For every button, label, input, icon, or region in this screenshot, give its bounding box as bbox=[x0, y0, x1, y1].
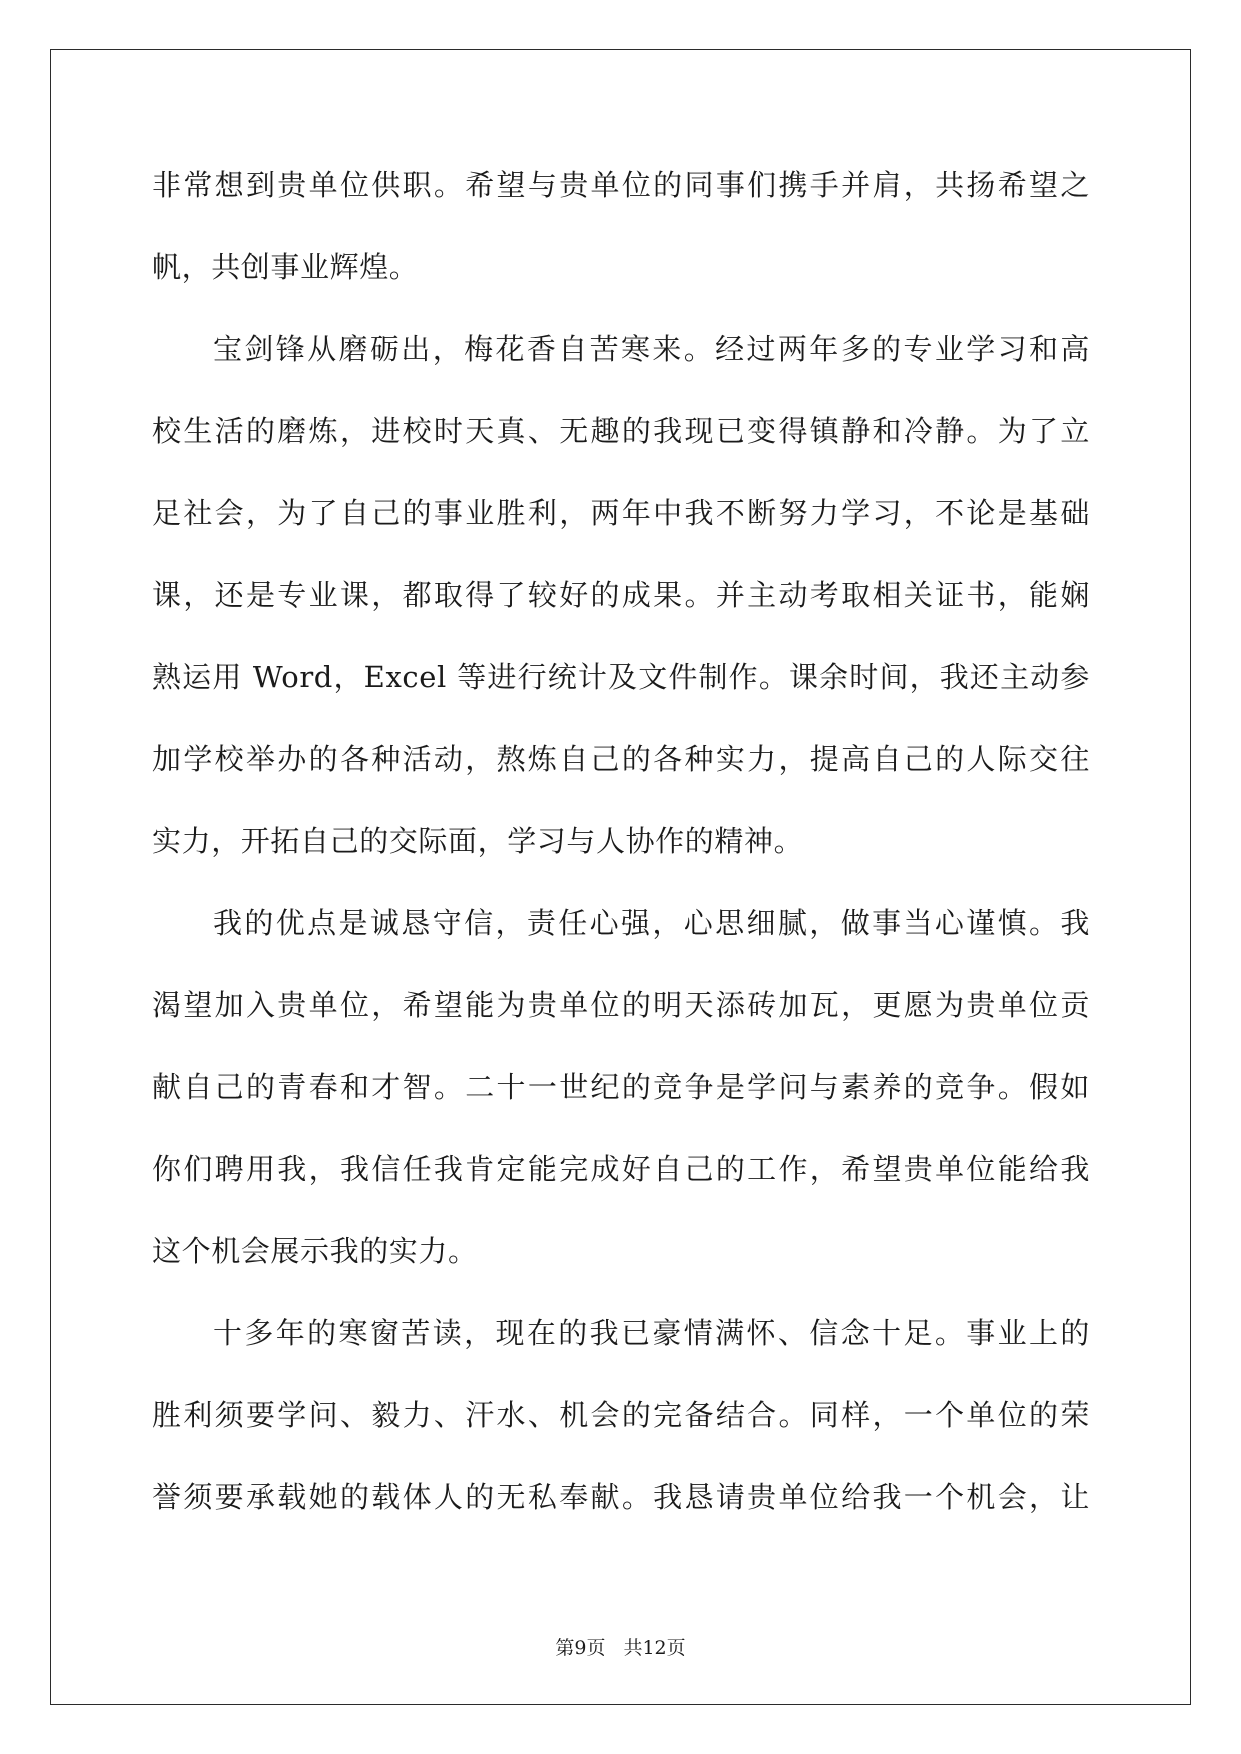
text-line: 十多年的寒窗苦读，现在的我已豪情满怀、信念十足。事业上的 bbox=[213, 1316, 1090, 1350]
document-body bbox=[152, 166, 1090, 1560]
text-line: 这个机会展示我的实力。 bbox=[152, 1234, 478, 1268]
text-line: 胜利须要学问、毅力、汗水、机会的完备结合。同样，一个单位的荣 bbox=[152, 1398, 1090, 1432]
page-current: 第9页 bbox=[555, 1637, 606, 1659]
text-line: 誉须要承载她的载体人的无私奉献。我恳请贵单位给我一个机会，让 bbox=[152, 1480, 1090, 1514]
page-total: 共12页 bbox=[623, 1637, 686, 1659]
text-line: 宝剑锋从磨砺出，梅花香自苦寒来。经过两年多的专业学习和高 bbox=[213, 332, 1090, 366]
text-line: 帆，共创事业辉煌。 bbox=[152, 250, 419, 284]
page-number-footer bbox=[0, 1636, 1241, 1660]
text-line: 实力，开拓自己的交际面，学习与人协作的精神。 bbox=[152, 824, 804, 858]
text-line: 熟运用 Word，Excel 等进行统计及文件制作。课余时间，我还主动参 bbox=[152, 660, 1090, 694]
text-line: 我的优点是诚恳守信，责任心强，心思细腻，做事当心谨慎。我 bbox=[213, 906, 1090, 940]
text-line: 你们聘用我，我信任我肯定能完成好自己的工作，希望贵单位能给我 bbox=[152, 1152, 1090, 1186]
text-line: 足社会，为了自己的事业胜利，两年中我不断努力学习，不论是基础 bbox=[152, 496, 1090, 530]
text-line: 校生活的磨炼，进校时天真、无趣的我现已变得镇静和冷静。为了立 bbox=[152, 414, 1090, 448]
text-line: 献自己的青春和才智。二十一世纪的竞争是学问与素养的竞争。假如 bbox=[152, 1070, 1090, 1104]
text-line: 渴望加入贵单位，希望能为贵单位的明天添砖加瓦，更愿为贵单位贡 bbox=[152, 988, 1090, 1022]
text-line: 非常想到贵单位供职。希望与贵单位的同事们携手并肩，共扬希望之 bbox=[152, 168, 1090, 202]
text-line: 课，还是专业课，都取得了较好的成果。并主动考取相关证书，能娴 bbox=[152, 578, 1090, 612]
text-line: 加学校举办的各种活动，熬炼自己的各种实力，提高自己的人际交往 bbox=[152, 742, 1090, 776]
